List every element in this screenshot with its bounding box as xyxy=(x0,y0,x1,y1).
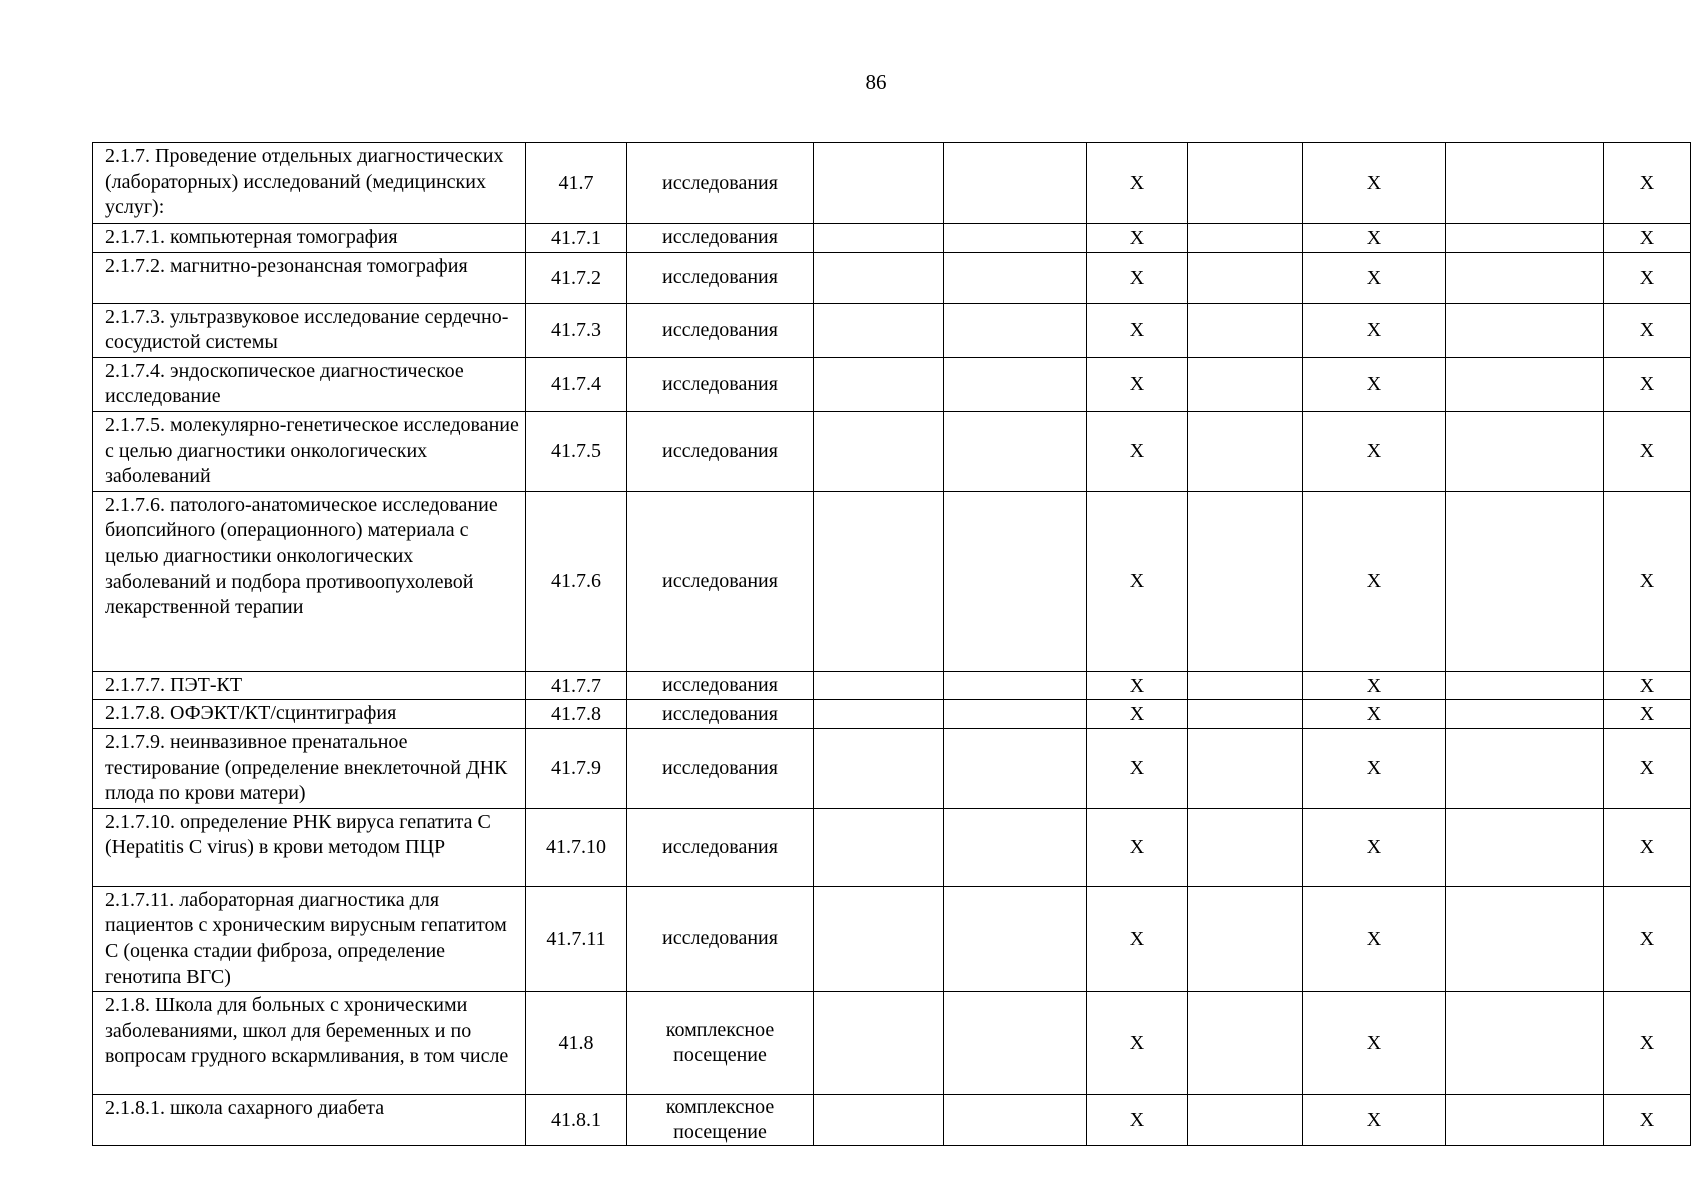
x-mark-cell-1: X xyxy=(1087,886,1188,991)
table-row xyxy=(93,671,1691,700)
indicator-name-cell: 2.1.7.5. молекулярно-генетическое исследование с целью диагностики онкологических заболеваний xyxy=(93,411,526,491)
x-mark-cell-1: X xyxy=(1087,252,1188,303)
table-body xyxy=(93,143,1691,1146)
x-mark-cell-1: X xyxy=(1087,808,1188,886)
services-table xyxy=(92,142,1691,1146)
table-row xyxy=(93,886,1691,991)
indicator-name-cell: 2.1.7.2. магнитно-резонансная томография xyxy=(93,252,526,303)
indicator-name-cell: 2.1.7.4. эндоскопическое диагностическое исследование xyxy=(93,357,526,411)
x-mark-cell-1: X xyxy=(1087,143,1188,224)
indicator-name-cell: 2.1.7.7. ПЭТ-КТ xyxy=(93,671,526,700)
x-mark-cell-3: X xyxy=(1604,728,1691,808)
x-mark-cell-1: X xyxy=(1087,992,1188,1095)
empty-cell xyxy=(814,808,944,886)
x-mark-cell-1: X xyxy=(1087,357,1188,411)
x-mark-cell-1: X xyxy=(1087,303,1188,357)
x-mark-cell-2: X xyxy=(1303,411,1446,491)
empty-cell xyxy=(814,886,944,991)
table-row xyxy=(93,700,1691,729)
x-mark-cell-1: X xyxy=(1087,700,1188,729)
table-row xyxy=(93,992,1691,1095)
row-code-cell: 41.7.2 xyxy=(526,252,627,303)
row-code-cell: 41.7.4 xyxy=(526,357,627,411)
x-mark-cell-3: X xyxy=(1604,491,1691,671)
empty-cell xyxy=(1446,491,1604,671)
x-mark-cell-2: X xyxy=(1303,671,1446,700)
empty-cell xyxy=(814,671,944,700)
empty-cell xyxy=(944,1095,1087,1146)
x-mark-cell-2: X xyxy=(1303,252,1446,303)
indicator-name-cell: 2.1.7.9. неинвазивное пренатальное тестирование (определение внеклеточной ДНК плода по крови матери) xyxy=(93,728,526,808)
empty-cell xyxy=(814,357,944,411)
empty-cell xyxy=(944,992,1087,1095)
row-code-cell: 41.7.11 xyxy=(526,886,627,991)
empty-cell xyxy=(1446,1095,1604,1146)
empty-cell xyxy=(944,411,1087,491)
table-row xyxy=(93,143,1691,224)
row-code-cell: 41.7.6 xyxy=(526,491,627,671)
indicator-name-cell: 2.1.7.10. определение РНК вируса гепатита С (Hepatitis C virus) в крови методом ПЦР xyxy=(93,808,526,886)
empty-cell xyxy=(1188,886,1303,991)
row-code-cell: 41.7.9 xyxy=(526,728,627,808)
empty-cell xyxy=(944,808,1087,886)
empty-cell xyxy=(944,143,1087,224)
empty-cell xyxy=(814,143,944,224)
empty-cell xyxy=(944,357,1087,411)
x-mark-cell-3: X xyxy=(1604,357,1691,411)
row-code-cell: 41.8 xyxy=(526,992,627,1095)
x-mark-cell-2: X xyxy=(1303,728,1446,808)
empty-cell xyxy=(1446,992,1604,1095)
indicator-name-cell: 2.1.7.1. компьютерная томография xyxy=(93,224,526,253)
table-row xyxy=(93,808,1691,886)
empty-cell xyxy=(814,224,944,253)
empty-cell xyxy=(944,728,1087,808)
row-code-cell: 41.7.3 xyxy=(526,303,627,357)
x-mark-cell-1: X xyxy=(1087,411,1188,491)
indicator-name-cell: 2.1.7.3. ультразвуковое исследование сердечно-сосудистой системы xyxy=(93,303,526,357)
empty-cell xyxy=(944,224,1087,253)
empty-cell xyxy=(1446,357,1604,411)
empty-cell xyxy=(1188,143,1303,224)
empty-cell xyxy=(814,411,944,491)
indicator-name-cell: 2.1.7.11. лабораторная диагностика для пациентов с хроническим вирусным гепатитом С (оценка стадии фиброза, определение генотипа ВГС) xyxy=(93,886,526,991)
x-mark-cell-3: X xyxy=(1604,224,1691,253)
table-row xyxy=(93,252,1691,303)
x-mark-cell-3: X xyxy=(1604,808,1691,886)
unit-cell: исследования xyxy=(627,728,814,808)
x-mark-cell-1: X xyxy=(1087,728,1188,808)
row-code-cell: 41.7.7 xyxy=(526,671,627,700)
table-row xyxy=(93,357,1691,411)
empty-cell xyxy=(1446,728,1604,808)
empty-cell xyxy=(1188,357,1303,411)
empty-cell xyxy=(1188,1095,1303,1146)
x-mark-cell-3: X xyxy=(1604,700,1691,729)
empty-cell xyxy=(1446,886,1604,991)
indicator-name-cell: 2.1.7.8. ОФЭКТ/КТ/сцинтиграфия xyxy=(93,700,526,729)
unit-cell: исследования xyxy=(627,224,814,253)
x-mark-cell-3: X xyxy=(1604,671,1691,700)
row-code-cell: 41.7.8 xyxy=(526,700,627,729)
x-mark-cell-3: X xyxy=(1604,886,1691,991)
x-mark-cell-3: X xyxy=(1604,1095,1691,1146)
row-code-cell: 41.7.10 xyxy=(526,808,627,886)
x-mark-cell-1: X xyxy=(1087,671,1188,700)
page-number: 86 xyxy=(865,70,887,94)
unit-cell: исследования xyxy=(627,357,814,411)
row-code-cell: 41.7.1 xyxy=(526,224,627,253)
empty-cell xyxy=(1446,303,1604,357)
empty-cell xyxy=(1188,992,1303,1095)
unit-cell: исследования xyxy=(627,411,814,491)
empty-cell xyxy=(1446,411,1604,491)
unit-cell: исследования xyxy=(627,671,814,700)
row-code-cell: 41.7 xyxy=(526,143,627,224)
x-mark-cell-2: X xyxy=(1303,886,1446,991)
empty-cell xyxy=(1188,224,1303,253)
indicator-name-cell: 2.1.7.6. патолого-анатомическое исследование биопсийного (операционного) материала с целью диагностики онкологических заболеваний и подбора противоопухолевой лекарственной терапии xyxy=(93,491,526,671)
empty-cell xyxy=(1446,671,1604,700)
table-row xyxy=(93,411,1691,491)
unit-cell: исследования xyxy=(627,491,814,671)
x-mark-cell-2: X xyxy=(1303,143,1446,224)
x-mark-cell-2: X xyxy=(1303,224,1446,253)
indicator-name-cell: 2.1.7. Проведение отдельных диагностических (лабораторных) исследований (медицинских услуг): xyxy=(93,143,526,224)
empty-cell xyxy=(944,491,1087,671)
empty-cell xyxy=(814,252,944,303)
empty-cell xyxy=(944,252,1087,303)
x-mark-cell-1: X xyxy=(1087,491,1188,671)
table-row xyxy=(93,1095,1691,1146)
x-mark-cell-2: X xyxy=(1303,700,1446,729)
empty-cell xyxy=(944,886,1087,991)
x-mark-cell-2: X xyxy=(1303,303,1446,357)
indicator-name-cell: 2.1.8. Школа для больных с хроническими заболеваниями, школ для беременных и по вопросам грудного вскармливания, в том числе xyxy=(93,992,526,1095)
empty-cell xyxy=(944,700,1087,729)
unit-cell: исследования xyxy=(627,143,814,224)
x-mark-cell-2: X xyxy=(1303,1095,1446,1146)
empty-cell xyxy=(1188,411,1303,491)
x-mark-cell-2: X xyxy=(1303,992,1446,1095)
unit-cell: исследования xyxy=(627,808,814,886)
unit-cell: исследования xyxy=(627,886,814,991)
x-mark-cell-3: X xyxy=(1604,303,1691,357)
row-code-cell: 41.8.1 xyxy=(526,1095,627,1146)
x-mark-cell-2: X xyxy=(1303,491,1446,671)
x-mark-cell-1: X xyxy=(1087,1095,1188,1146)
table-row xyxy=(93,303,1691,357)
empty-cell xyxy=(1188,728,1303,808)
empty-cell xyxy=(1446,143,1604,224)
empty-cell xyxy=(1188,252,1303,303)
empty-cell xyxy=(1188,808,1303,886)
x-mark-cell-3: X xyxy=(1604,992,1691,1095)
empty-cell xyxy=(814,728,944,808)
empty-cell xyxy=(814,992,944,1095)
empty-cell xyxy=(814,1095,944,1146)
unit-cell: комплексное посещение xyxy=(627,1095,814,1146)
empty-cell xyxy=(944,671,1087,700)
x-mark-cell-2: X xyxy=(1303,357,1446,411)
empty-cell xyxy=(1188,671,1303,700)
empty-cell xyxy=(1446,808,1604,886)
x-mark-cell-1: X xyxy=(1087,224,1188,253)
empty-cell xyxy=(1188,303,1303,357)
x-mark-cell-3: X xyxy=(1604,411,1691,491)
indicator-name-cell: 2.1.8.1. школа сахарного диабета xyxy=(93,1095,526,1146)
row-code-cell: 41.7.5 xyxy=(526,411,627,491)
table-row xyxy=(93,491,1691,671)
x-mark-cell-3: X xyxy=(1604,143,1691,224)
empty-cell xyxy=(814,303,944,357)
empty-cell xyxy=(1188,700,1303,729)
empty-cell xyxy=(1446,224,1604,253)
x-mark-cell-2: X xyxy=(1303,808,1446,886)
table-row xyxy=(93,224,1691,253)
empty-cell xyxy=(1446,252,1604,303)
table-row xyxy=(93,728,1691,808)
x-mark-cell-3: X xyxy=(1604,252,1691,303)
empty-cell xyxy=(1446,700,1604,729)
empty-cell xyxy=(1188,491,1303,671)
empty-cell xyxy=(944,303,1087,357)
unit-cell: исследования xyxy=(627,252,814,303)
empty-cell xyxy=(814,700,944,729)
unit-cell: исследования xyxy=(627,303,814,357)
empty-cell xyxy=(814,491,944,671)
unit-cell: комплексное посещение xyxy=(627,992,814,1095)
unit-cell: исследования xyxy=(627,700,814,729)
